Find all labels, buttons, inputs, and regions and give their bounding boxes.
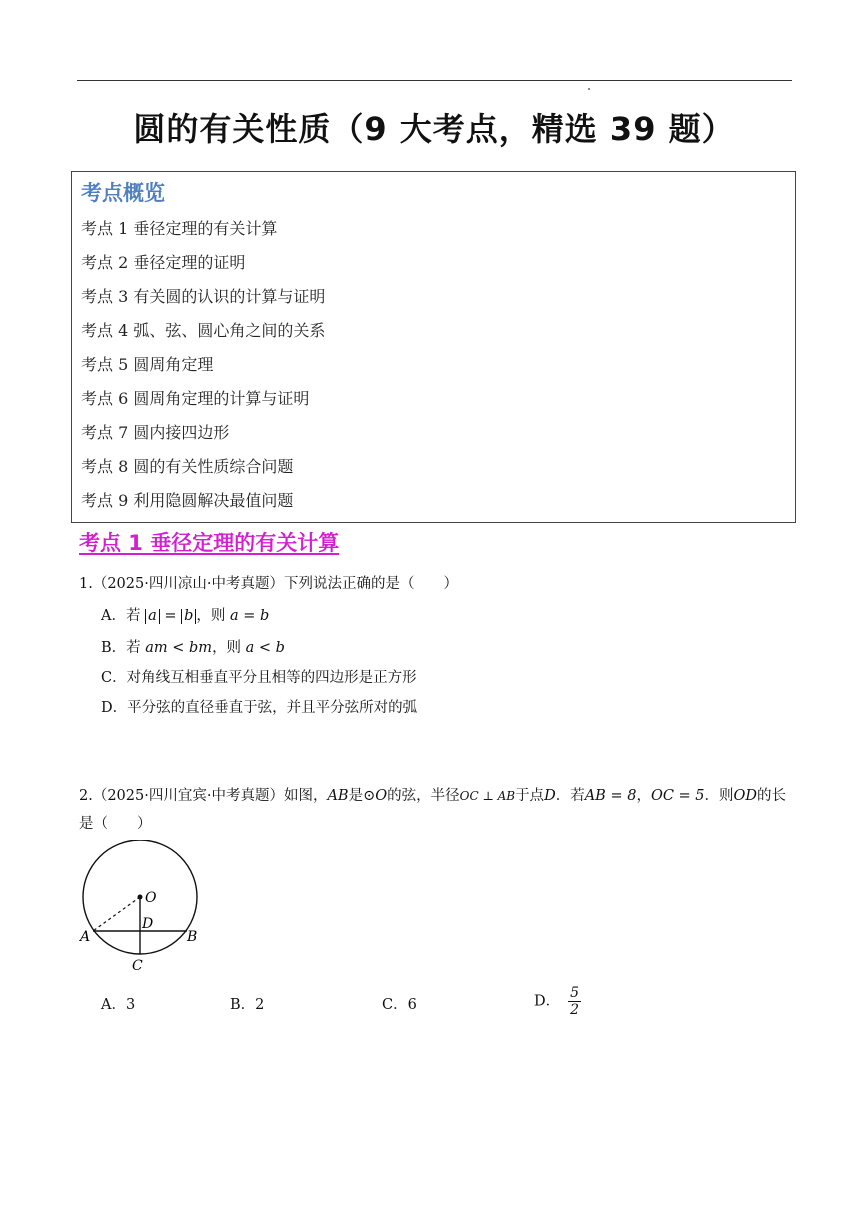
question-2-stem (79, 782, 794, 838)
fraction (568, 985, 581, 1018)
option-a-then: ，则 (196, 608, 226, 624)
label-a: A (80, 929, 91, 945)
q2-text: ， (636, 788, 651, 804)
label-d: D (142, 916, 154, 932)
q2-math: OC = 5 (650, 788, 705, 804)
overview-item: 考点 9 利用隐圆解决最值问题 (81, 491, 294, 510)
overview-item: 考点 4 弧、弦、圆心角之间的关系 (81, 321, 326, 340)
page-title: 圆的有关性质（9 大考点，精选 39 题） (133, 110, 735, 148)
overview-item: 考点 7 圆内接四边形 (81, 423, 230, 442)
overview-heading: 考点概览 (81, 181, 165, 205)
equals-sign: = (164, 608, 177, 624)
circle-figure (78, 840, 208, 975)
q2-text: ．若 (555, 788, 585, 804)
question-1-option-d: D．平分弦的直径垂直于弦，并且平分弦所对的弧 (101, 700, 418, 716)
question-1-stem: 1.（2025·四川凉山·中考真题）下列说法正确的是（ ） (79, 576, 458, 592)
section-title: 考点 1 垂径定理的有关计算 (79, 531, 340, 555)
question-1-option-a (101, 604, 269, 625)
q2-text: 于点 (515, 788, 545, 804)
overview-box (71, 171, 796, 523)
label-o: O (145, 890, 157, 906)
q2-text: 的长是（ ） (79, 788, 787, 832)
q2-math: O (375, 788, 388, 804)
question-2-option-b: B．2 (230, 997, 265, 1013)
fraction-denominator: 2 (570, 1002, 580, 1018)
overview-item: 考点 3 有关圆的认识的计算与证明 (81, 287, 326, 306)
q2-text: ．则 (704, 788, 734, 804)
question-2-option-a: A．3 (101, 997, 136, 1013)
overview-list (81, 218, 325, 524)
top-rule (77, 80, 792, 81)
option-a-conclusion: a = b (230, 608, 270, 624)
stray-dot (588, 88, 590, 90)
question-2-option-c: C．6 (382, 997, 417, 1013)
segment-oa-dashed (93, 897, 140, 931)
q2-text: 的弦，半径 (387, 788, 460, 804)
overview-item: 考点 2 垂径定理的证明 (81, 253, 246, 272)
question-2-option-d (534, 985, 581, 1018)
abs-a: a (145, 609, 160, 624)
q2-text: 是⊙ (348, 788, 376, 804)
option-a-label: A．若 (101, 608, 141, 624)
option-d-label: D． (534, 993, 561, 1010)
q2-text: 2.（2025·四川宜宾·中考真题）如图， (79, 788, 328, 804)
option-b-condition: am < bm (145, 640, 213, 656)
overview-item: 考点 5 圆周角定理 (81, 355, 214, 374)
label-b: B (187, 929, 198, 945)
abs-b: b (181, 609, 196, 624)
question-1-option-c: C．对角线互相垂直平分且相等的四边形是正方形 (101, 670, 417, 686)
overview-item: 考点 1 垂径定理的有关计算 (81, 219, 278, 238)
overview-item: 考点 8 圆的有关性质综合问题 (81, 457, 294, 476)
q2-math: AB (327, 788, 349, 804)
q2-math: OD (733, 788, 758, 804)
option-b-label: B．若 (101, 640, 141, 656)
label-c: C (132, 958, 143, 974)
option-b-then: ，则 (212, 640, 242, 656)
overview-item: 考点 6 圆周角定理的计算与证明 (81, 389, 310, 408)
fraction-numerator: 5 (570, 985, 580, 1001)
question-1-option-b (101, 636, 285, 657)
q2-math: OC ⊥ AB (459, 789, 516, 803)
q2-math: AB = 8 (584, 788, 637, 804)
center-point (138, 895, 143, 900)
option-b-conclusion: a < b (245, 640, 285, 656)
q2-math: D (544, 788, 556, 804)
